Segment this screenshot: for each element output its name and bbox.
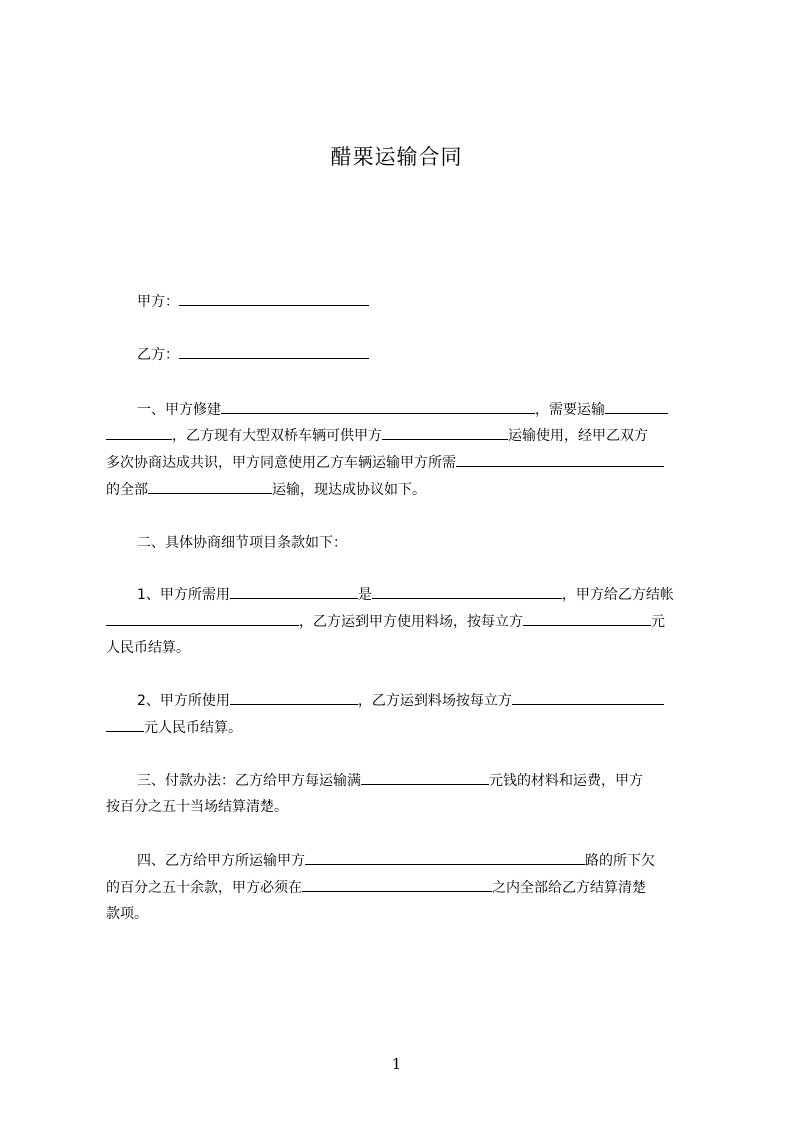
clause4-text: 之内全部给乙方结算清楚 [492, 880, 646, 896]
item2-line-1 [137, 690, 664, 711]
clause4-deadline-blank[interactable] [302, 877, 492, 892]
party-a-blank[interactable] [179, 291, 369, 306]
document-title: 醋栗运输合同 [330, 145, 463, 169]
item1-line-2 [106, 611, 665, 632]
clause4-line-3: 款项。 [106, 906, 148, 922]
clause1-text: 多次协商达成共识，甲方同意使用乙方车辆运输甲方所需 [106, 455, 456, 471]
item1-material-blank[interactable] [230, 584, 358, 599]
item1-text: ，甲方给乙方结帐 [561, 587, 674, 603]
clause1-line-1 [137, 399, 668, 420]
clause1-text: 运输使用，经甲乙双方 [508, 428, 648, 444]
clause1-use-blank[interactable] [382, 425, 508, 440]
item1-spec-blank[interactable] [372, 584, 562, 599]
clause4-line-2 [106, 877, 646, 898]
clause1-text: 运输，现达成协议如下。 [272, 482, 426, 498]
party-a-label: 甲方： [137, 294, 179, 310]
clause1-all-blank[interactable] [148, 479, 272, 494]
item1-price-blank[interactable] [523, 611, 651, 626]
clause1-text: ，乙方现有大型双桥车辆可供甲方 [172, 428, 382, 444]
party-b-label: 乙方： [137, 347, 179, 363]
item1-text: 是 [357, 587, 372, 603]
clause3-amount-blank[interactable] [361, 770, 489, 785]
clause4-line-1 [137, 850, 655, 871]
item2-price-blank[interactable] [512, 690, 664, 705]
item1-line-1 [137, 584, 674, 605]
page-number: 1 [391, 1055, 402, 1073]
clause1-text: 的全部 [106, 482, 148, 498]
item1-text: ，乙方运到甲方使用料场，按每立方 [299, 614, 523, 630]
clause4-text: 四、乙方给甲方所运输甲方 [137, 853, 305, 869]
clause3-line-2: 按百分之五十当场结算清楚。 [106, 799, 288, 815]
item2-text: 元人民币结算。 [144, 720, 242, 736]
item1-line-3: 人民币结算。 [106, 640, 190, 656]
item1-settle-blank[interactable] [106, 611, 299, 626]
party-a-line [137, 291, 369, 312]
item2-text: ，乙方运到料场按每立方 [357, 693, 512, 709]
item1-text: 元 [651, 614, 665, 630]
clause4-route-blank[interactable] [305, 850, 585, 865]
item2-material-blank[interactable] [230, 690, 358, 705]
clause1-project-blank[interactable] [221, 399, 535, 414]
clause1-text: 一、甲方修建 [137, 402, 221, 418]
clause1-need-blank[interactable] [456, 452, 664, 467]
clause3-text: 元钱的材料和运费，甲方 [489, 773, 643, 789]
clause4-text: 的百分之五十余款，甲方必须在 [106, 880, 302, 896]
party-b-blank[interactable] [179, 344, 369, 359]
clause1-material-blank-cont[interactable] [106, 425, 172, 440]
item1-text: 1、甲方所需用 [137, 587, 230, 603]
clause1-text: ，需要运输 [535, 402, 605, 418]
clause1-line-3 [106, 452, 664, 473]
clause2-heading: 二、具体协商细节项目条款如下： [137, 535, 347, 551]
clause4-text: 路的所下欠 [585, 853, 655, 869]
clause3-line-1 [137, 770, 643, 791]
item2-text: 2、甲方所使用 [137, 693, 230, 709]
clause1-material-blank[interactable] [605, 399, 668, 414]
party-b-line [137, 344, 369, 365]
clause3-text: 三、付款办法：乙方给甲方每运输满 [137, 773, 361, 789]
item2-price-blank-cont[interactable] [106, 717, 144, 732]
clause1-line-4 [106, 479, 426, 500]
clause1-line-2 [106, 425, 648, 446]
item2-line-2 [106, 717, 242, 738]
